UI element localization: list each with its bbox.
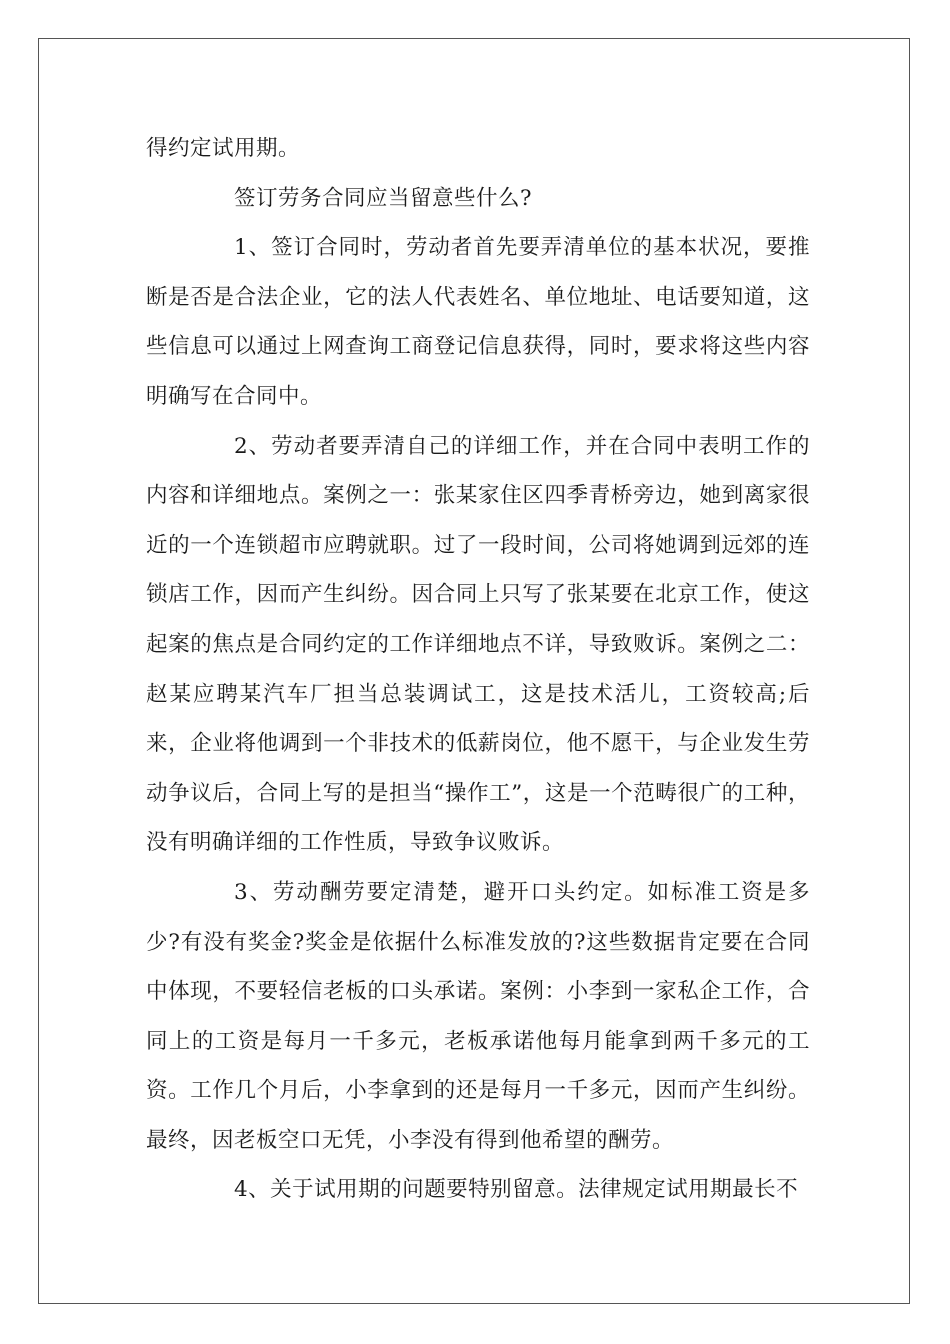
document-body [146,124,810,1215]
section-heading: 签订劳务合同应当留意些什么? [234,185,533,211]
paragraph-item-2: 2、劳动者要弄清自己的详细工作，并在合同中表明工作的内容和详细地点。案例之一：张某家住区四季青桥旁边，她到离家很近的一个连锁超市应聘就职。过了一段时间，公司将她调到远郊的连锁店工作，因而产生纠纷。因合同上只写了张某要在北京工作，使这起案的焦点是合同约定的工作详细地点不详，导致败诉。案例之二：赵某应聘某汽车厂担当总装调试工，这是技术活儿，工资较高;后来，企业将他调到一个非技术的低薪岗位，他不愿干，与企业发生劳动争议后，合同上写的是担当“操作工”，这是一个范畴很广的工种，没有明确详细的工作性质，导致争议败诉。 [146,433,810,856]
paragraph-continuation: 得约定试用期。 [146,136,301,161]
paragraph-item-4: 4、关于试用期的问题要特别留意。法律规定试用期最长不 [234,1177,799,1203]
paragraph-item-3: 3、劳动酬劳要定清楚，避开口头约定。如标准工资是多少?有没有奖金?奖金是依据什么标准发放的?这些数据肯定要在合同中体现，不要轻信老板的口头承诺。案例：小李到一家私企工作，合同上的工资是每月一千多元，老板承诺他每月能拿到两千多元的工资。工作几个月后，小李拿到的还是每月一千多元，因而产生纠纷。最终，因老板空口无凭，小李没有得到他希望的酬劳。 [146,879,810,1153]
paragraph-item-1: 1、签订合同时，劳动者首先要弄清单位的基本状况，要推断是否是合法企业，它的法人代表姓名、单位地址、电话要知道，这些信息可以通过上网查询工商登记信息获得，同时，要求将这些内容明确写在合同中。 [146,235,810,409]
